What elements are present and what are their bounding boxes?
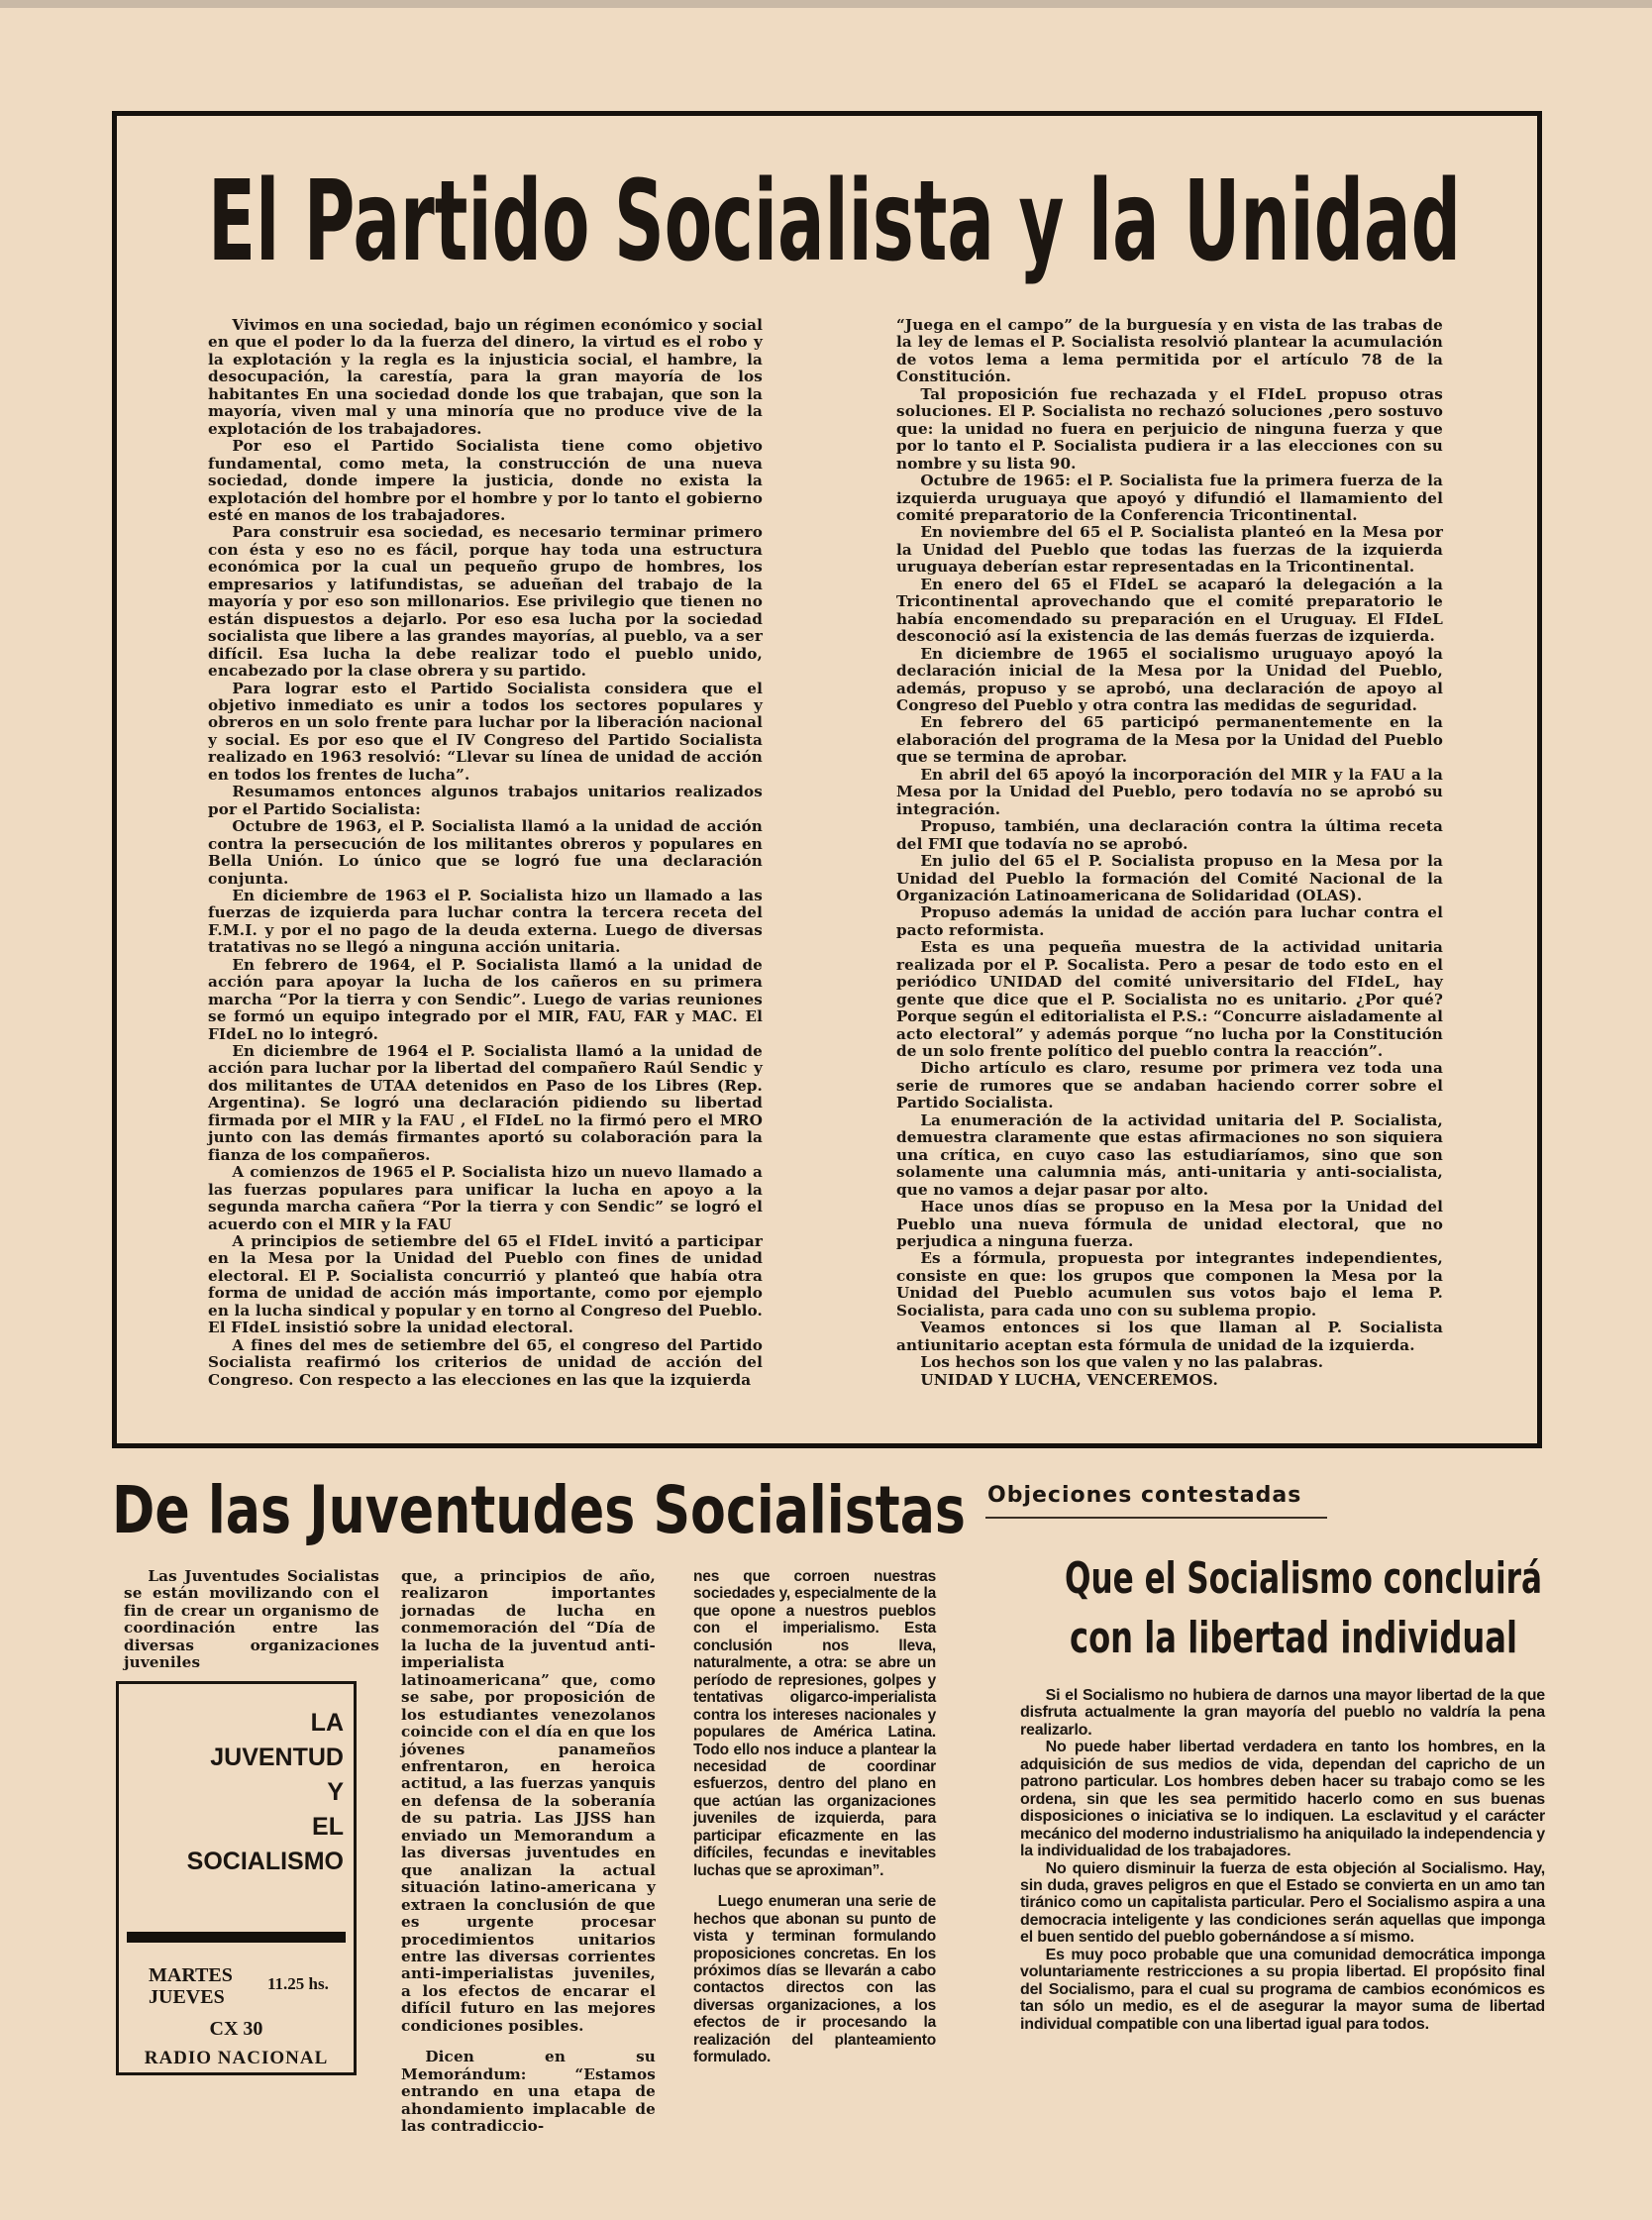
- paragraph: Los hechos son los que valen y no las palabras.: [920, 1353, 1324, 1372]
- paragraph: Resumamos entonces algunos trabajos unitarios realizados por el Partido Socialista:: [208, 783, 763, 818]
- paragraph: En noviembre del 65 el P. Socialista planteó en la Mesa por la Unidad del Pueblo que todas las fuerzas de la izquierda uruguaya deberían estar representadas en la Tricontinental.: [896, 523, 1443, 577]
- paragraph: Dicen en su Memorándum: “Estamos entrando en una etapa de ahondamiento implacable de las contradiccio-: [401, 2048, 656, 2136]
- youth-article-lead: [124, 1568, 379, 1672]
- paragraph: Octubre de 1965: el P. Socialista fue la primera fuerza de la izquierda uruguaya que apoyó y difundió el llamamiento del comité preparatorio de la Conferencia Tricontinental.: [896, 472, 1443, 524]
- scan-edge: [0, 0, 1652, 8]
- time-label: 11.25 hs.: [267, 1974, 329, 1993]
- objections-title-line-1: Que el Socialismo concluirá: [1065, 1553, 1542, 1604]
- day-label: JUEVES: [149, 1986, 225, 2008]
- box-line: Y: [327, 1778, 344, 1806]
- paragraph: A principios de setiembre del 65 el FIdeL invitó a participar en la Mesa por la Unidad del Pueblo con fines de unidad electoral. El P. Socialista concurrió y planteó que había otra forma de unidad de acción más importante, como por ejemplo en la lucha sindical y popular y en torno al Congreso del Pueblo. El FIdeL insistió sobre la unidad electoral.: [208, 1232, 763, 1337]
- paragraph: Tal proposición fue rechazada y el FIdeL propuso otras soluciones. El P. Socialista no rechazó soluciones ,pero sostuvo que: la unidad no fuera en perjuicio de ninguna fuerza y que por lo tanto el P. Socialista pudiera ir a las elecciones con su nombre y su lista 90.: [896, 384, 1443, 473]
- main-article-right-column: [896, 317, 1443, 1397]
- paragraph: En febrero de 1964, el P. Socialista llamó a la unidad de acción para apoyar la lucha de los cañeros en su primera marcha “Por la tierra y con Sendic”. Luego de varias reuniones se formó un equipo integrado por el MIR, FAU, FAR y MAC. El FIdeL no lo integró.: [208, 955, 763, 1043]
- youth-article-column-2: [401, 1567, 656, 2136]
- paragraph: que, a principios de año, realizaron importantes jornadas de lucha en conmemoración del “Día de la lucha de la juventud anti-imperialista latinoamericana” que, como se sabe, por proposición de los estudiantes venezolanos coincide con el día en que los jóvenes panameños enfrentaron, en heroica actitud, a las fuerzas yanquis en defensa de la soberanía de su patria. Las JJSS han enviado un Memorandum a las diversas juventudes en que analizan la actual situación latino-americana y extraen la conclusión de que es urgente procesar procedimientos unitarios entre las diversas corrientes anti-imperialistas juveniles, a los efectos de encarar el difícil futuro en las mejores condiciones posibles.: [401, 1567, 656, 2035]
- youth-article-column-3: [693, 1568, 936, 2083]
- paragraph: En julio del 65 el P. Socialista propuso en la Mesa por la Unidad del Pueblo la formación del Comité Nacional de la Organización Latinoamericana de Solidaridad (OLAS).: [896, 852, 1443, 904]
- paragraph: Es a fórmula, propuesta por integrantes independientes, consiste en que: los grupos que componen la Mesa por la Unidad del Pueblo acumulen sus votos bajo el lema P. Socialista, para cada uno con su sublema propio.: [896, 1249, 1443, 1320]
- radio-program-box: [116, 1681, 357, 2075]
- paragraph: nes que corroen nuestras sociedades y, especialmente de la que opone a nuestros pueblos con el imperialismo. Esta conclusión nos lleva, naturalmente, a otra: se abre un período de represiones, golpes y tentativas oligarco-imperialista contra los intereses nacionales y populares de América Latina. Todo ello nos induce a plantear la necesidad de coordinar esfuerzos, dentro del plano en que actúan las organizaciones juveniles de izquierda, para participar eficazmente en las difíciles, fecundas e inevitables luchas que se aproximan”.: [693, 1568, 936, 1879]
- paragraph: No puede haber libertad verdadera en tanto los hombres, en la adquisición de sus medios de vida, dependan del capricho de un patrono particular. Los hombres deben hacer su trabajo como se les ordena, sin que les sea permitido hacerlo como en sus buenas disposiciones o iniciativa se lo indiquen. La esclavitud y el carácter mecánico del moderno industrialismo ha aniquilado la independencia y la individualidad de los trabajadores.: [1020, 1739, 1545, 1860]
- youth-article-title: De las Juventudes Socialistas: [112, 1472, 966, 1548]
- paragraph: Propuso, también, una declaración contra la última receta del FMI que todavía no se aprobó.: [896, 817, 1443, 853]
- paragraph: En febrero del 65 participó permanentemente en la elaboración del programa de la Mesa por la Unidad del Pueblo que se termina de aprobar.: [896, 713, 1443, 767]
- box-line: JUVENTUD: [210, 1744, 344, 1771]
- paragraph: Es muy poco probable que una comunidad democrática imponga voluntariamente restricciones a su propia libertad. El propósito final del Socialismo, para el cual su programa de cambios económicos es tan sólo un medio, es el de asegurar la mayor suma de libertad individual compatible con una libertad igual para todos.: [1020, 1946, 1545, 2033]
- network-label: RADIO NACIONAL: [144, 2048, 329, 2068]
- station-label: CX 30: [209, 2018, 263, 2040]
- paragraph: A fines del mes de setiembre del 65, el congreso del Partido Socialista reafirmó los criterios de unidad de acción del Congreso. Con respecto a las elecciones en las que la izquierda: [208, 1335, 763, 1389]
- paragraph: Propuso además la unidad de acción para luchar contra el pacto reformista.: [896, 903, 1443, 939]
- main-article-title: El Partido Socialista y la Unidad: [208, 158, 1461, 286]
- main-article-left-column: [208, 317, 763, 1397]
- paragraph: No quiero disminuir la fuerza de esta objeción al Socialismo. Hay, sin duda, graves peligros en que el Estado se convierta en un amo tan tiránico como un capitalista particular. Pero el Socialismo aspira a una democracia inteligente y las condiciones serán aquellas que imponga el buen sentido del pueblo gobernándose a sí mismo.: [1020, 1859, 1545, 1947]
- paragraph: Hace unos días se propuso en la Mesa por la Unidad del Pueblo una nueva fórmula de unidad electoral, que no perjudica a ninguna fuerza.: [896, 1198, 1443, 1251]
- paragraph: En enero del 65 el FIdeL se acaparó la delegación a la Tricontinental aprovechando que el comité preparatorio le había encomendado su preparación en el Uruguay. El FIdeL desconoció así la existencia de las demás fuerzas de izquierda.: [896, 575, 1443, 646]
- box-line: EL: [312, 1813, 344, 1841]
- box-line: SOCIALISMO: [186, 1848, 344, 1875]
- paragraph: En diciembre de 1965 el socialismo uruguayo apoyó la declaración inicial de la Mesa por la Unidad del Pueblo, además, propuso y se aprobó, una declaración de apoyo al Congreso del Pueblo y otra contra las medidas de seguridad.: [896, 644, 1443, 714]
- paragraph: En diciembre de 1964 el P. Socialista llamó a la unidad de acción para luchar por la libertad del compañero Raúl Sendic y dos militantes de UTAA detenidos en Paso de los Libres (Rep. Argentina). Se logró una declaración pidiendo su libertad firmada por el MIR y la FAU , el FIdeL no la firmó pero el MRO junto con las demás firmantes aportó su colaboración para la fianza de los compañeros.: [208, 1042, 763, 1164]
- lead-paragraph: Las Juventudes Socialistas se están movilizando con el fin de crear un organismo de coordinación entre las diversas organizaciones juveniles: [124, 1567, 379, 1672]
- paragraph: Dicho artículo es claro, resume por primera vez toda una serie de rumores que se andaban haciendo correr sobre el Partido Socialista.: [896, 1059, 1443, 1112]
- paragraph: Luego enumeran una serie de hechos que abonan su punto de vista y terminan formulando proposiciones concretas. En los próximos días se llevarán a cabo contactos directos con las diversas organizaciones, a los efectos de ir procesando la realización del planteamiento formulado.: [693, 1893, 936, 2066]
- paragraph: “Juega en el campo” de la burguesía y en vista de las trabas de la ley de lemas el P. Socialista resolvió plantear la acumulación de votos lema a lema permitida por el artículo 78 de la Constitución.: [896, 316, 1443, 386]
- paragraph: Si el Socialismo no hubiera de darnos una mayor libertad de la que disfruta actualmente la gran mayoría del pueblo no valdría la pena realizarlo.: [1020, 1687, 1545, 1739]
- box-line: LA: [310, 1709, 344, 1737]
- paragraph: Vivimos en una sociedad, bajo un régimen económico y social en que el poder lo da la fuerza del dinero, la virtud es el robo y la explotación y la regla es la injusticia social, el hambre, la desocupación, la carestía, para la gran mayoría de los habitantes En una sociedad donde los que trabajan, que son la mayoría, viven mal y una minoría que no produce vive de la explotación de los trabajadores.: [208, 316, 763, 438]
- paragraph: Para lograr esto el Partido Socialista considera que el objetivo inmediato es unir a todos los sectores populares y obreros en un solo frente para luchar por la liberación nacional y social. Es por eso que el IV Congreso del Partido Socialista realizado en 1963 resolvió: “Llevar su línea de unidad de acción en todos los frentes de lucha”.: [208, 679, 763, 784]
- divider-bar: [127, 1932, 346, 1943]
- paragraph: Veamos entonces si los que llaman al P. Socialista antiunitario aceptan esta fórmula de unidad de la izquierda.: [896, 1319, 1443, 1354]
- paragraph: Por eso el Partido Socialista tiene como objetivo fundamental, como meta, la construcción de una nueva sociedad, donde impere la justicia, donde no exista la explotación del hombre por el hombre y por lo tanto el gobierno esté en manos de los trabajadores.: [208, 437, 763, 524]
- section-underline: [985, 1517, 1327, 1519]
- objections-title-line-2: con la libertad individual: [1070, 1613, 1517, 1663]
- section-label: Objeciones contestadas: [987, 1483, 1302, 1508]
- paragraph: En diciembre de 1963 el P. Socialista hizo un llamado a las fuerzas de izquierda para luchar contra la tercera receta del F.M.I. y por el no pago de la deuda externa. Luego de diversas tratativas no se llegó a ninguna acción unitaria.: [208, 886, 763, 957]
- paragraph: UNIDAD Y LUCHA, VENCEREMOS.: [920, 1370, 1218, 1389]
- paragraph: En abril del 65 apoyó la incorporación del MIR y la FAU a la Mesa por la Unidad del Pueblo, pero todavía no se aprobó su integración.: [896, 765, 1443, 818]
- objections-article-body: [1020, 1687, 1545, 2103]
- day-label: MARTES: [149, 1964, 233, 1986]
- paragraph: Octubre de 1963, el P. Socialista llamó a la unidad de acción contra la persecución de los militantes obreros y populares en Bella Unión. Lo único que se logró fue una declaración conjunta.: [208, 817, 763, 888]
- paragraph: Esta es una pequeña muestra de la actividad unitaria realizada por el P. Socalista. Pero a pesar de todo esto en el periódico UNIDAD del comité universitario del FIdeL, hay gente que dice que el P. Socialista no es unitario. ¿Por qué? Porque según el editorialista el P.S.: “Concurre aisladamente al acto electoral” y además porque “no lucha por la Constitución de un solo frente político del pueblo contra la reacción”.: [896, 938, 1443, 1061]
- paragraph: La enumeración de la actividad unitaria del P. Socialista, demuestra claramente que estas afirmaciones no son siquiera una crítica, en cuyo caso las estudiaríamos, sino que son solamente una calumnia más, anti-unitaria y anti-socialista, que no vamos a dejar pasar por alto.: [896, 1110, 1443, 1199]
- paragraph: A comienzos de 1965 el P. Socialista hizo un nuevo llamado a las fuerzas populares para unificar la lucha en apoyo a la segunda marcha cañera “Por la tierra y con Sendic” se logró el acuerdo con el MIR y la FAU: [208, 1163, 763, 1233]
- paragraph: Para construir esa sociedad, es necesario terminar primero con ésta y eso no es fácil, porque hay toda una estructura económica por la cual un pequeño grupo de hombres, los empresarios y latifundistas, se adueñan del trabajo de la mayoría y por eso son millonarios. Ese privilegio que tienen no están dispuestos a dejarlo. Por eso esa lucha por la sociedad socialista que libere a las grandes mayorías, al pueblo, va a ser difícil. Esa lucha la debe realizar todo el pueblo unido, encabezado por la clase obrera y su partido.: [208, 523, 763, 681]
